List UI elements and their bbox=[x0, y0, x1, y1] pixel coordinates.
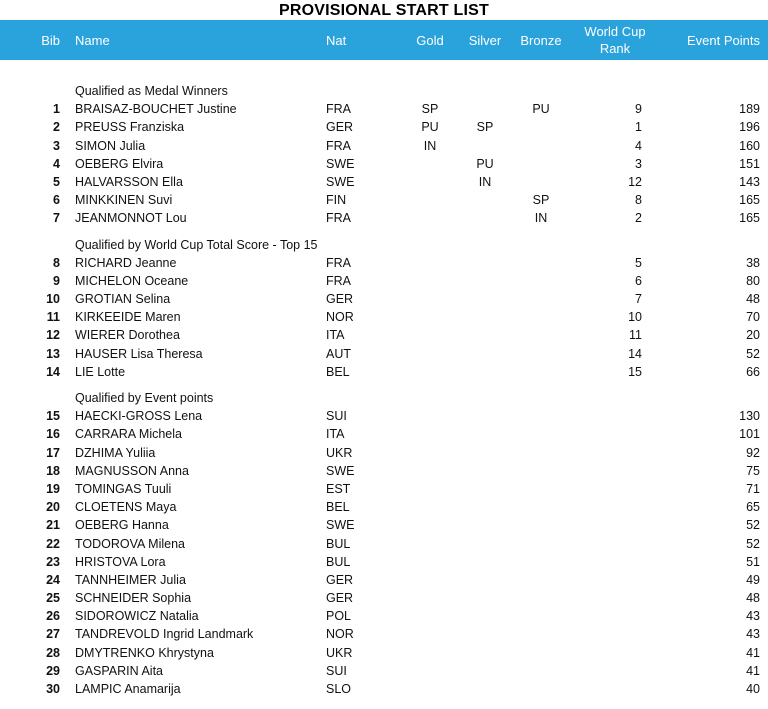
table-row bbox=[0, 589, 768, 607]
athlete-name-cell: MINKKINEN Suvi bbox=[75, 193, 173, 208]
table-row bbox=[0, 290, 768, 308]
table-row bbox=[0, 326, 768, 344]
event-points-cell: 48 bbox=[746, 591, 760, 606]
table-row bbox=[0, 254, 768, 272]
event-points-cell: 38 bbox=[746, 255, 760, 270]
column-header-nat: Nat bbox=[326, 32, 347, 48]
table-row bbox=[0, 444, 768, 462]
section-label: Qualified by World Cup Total Score - Top 15 bbox=[75, 237, 318, 252]
gold-cell: PU bbox=[421, 120, 439, 135]
bib-cell: 1 bbox=[53, 102, 60, 117]
table-header bbox=[0, 20, 768, 60]
nation-cell: GER bbox=[326, 120, 354, 135]
athlete-name-cell: DMYTRENKO Khrystyna bbox=[75, 645, 214, 660]
table-row bbox=[0, 498, 768, 516]
silver-cell: SP bbox=[476, 120, 494, 135]
world-cup-rank-cell: 6 bbox=[635, 273, 642, 288]
event-points-cell: 51 bbox=[746, 554, 760, 569]
section-spacer bbox=[0, 381, 768, 389]
section-label: Qualified by Event points bbox=[75, 391, 214, 405]
athlete-name-cell: DZHIMA Yuliia bbox=[75, 445, 156, 460]
athlete-name-cell: SIMON Julia bbox=[75, 138, 146, 153]
nation-cell: GER bbox=[326, 591, 354, 606]
table-row bbox=[0, 272, 768, 290]
event-points-cell: 189 bbox=[739, 102, 760, 117]
table-row bbox=[0, 535, 768, 553]
column-header-rank-line2: Rank bbox=[599, 41, 631, 56]
world-cup-rank-cell: 8 bbox=[635, 193, 642, 208]
world-cup-rank-cell: 7 bbox=[635, 292, 642, 307]
event-points-cell: 40 bbox=[746, 682, 760, 696]
bib-cell: 25 bbox=[46, 591, 60, 606]
bib-cell: 10 bbox=[46, 292, 60, 307]
table-row bbox=[0, 137, 768, 155]
bib-cell: 21 bbox=[46, 518, 60, 533]
athlete-name-cell: HAECKI-GROSS Lena bbox=[75, 409, 203, 424]
table-row bbox=[0, 118, 768, 136]
bib-cell: 27 bbox=[46, 627, 60, 642]
bib-cell: 8 bbox=[53, 255, 60, 270]
section-label: Qualified as Medal Winners bbox=[75, 84, 228, 98]
bib-cell: 24 bbox=[46, 572, 60, 587]
nation-cell: NOR bbox=[326, 627, 354, 642]
bib-cell: 26 bbox=[46, 609, 60, 624]
column-header-world-cup-rank bbox=[572, 20, 658, 60]
event-points-cell: 80 bbox=[746, 273, 760, 288]
bronze-cell: PU bbox=[532, 102, 550, 117]
event-points-cell: 65 bbox=[746, 500, 760, 515]
world-cup-rank-cell: 1 bbox=[635, 120, 642, 135]
event-points-cell: 52 bbox=[746, 346, 760, 361]
athlete-name-cell: WIERER Dorothea bbox=[75, 328, 180, 343]
event-points-cell: 70 bbox=[746, 310, 760, 325]
nation-cell: GER bbox=[326, 572, 354, 587]
athlete-name-cell: GROTIAN Selina bbox=[75, 292, 171, 307]
silver-cell: IN bbox=[478, 174, 492, 189]
table-row bbox=[0, 173, 768, 191]
world-cup-rank-cell: 5 bbox=[635, 255, 642, 270]
bib-cell: 5 bbox=[53, 174, 60, 189]
event-points-cell: 71 bbox=[746, 481, 760, 496]
nation-cell: FRA bbox=[326, 102, 351, 117]
column-header-gold: Gold bbox=[416, 32, 444, 48]
table-row bbox=[0, 625, 768, 643]
event-points-cell: 41 bbox=[746, 663, 760, 678]
nation-cell: BEL bbox=[326, 500, 350, 515]
bib-cell: 23 bbox=[46, 554, 60, 569]
event-points-cell: 75 bbox=[746, 463, 760, 478]
section-spacer bbox=[0, 228, 768, 236]
nation-cell: FRA bbox=[326, 273, 351, 288]
nation-cell: FRA bbox=[326, 255, 351, 270]
event-points-cell: 196 bbox=[739, 120, 760, 135]
event-points-cell: 48 bbox=[746, 292, 760, 307]
nation-cell: POL bbox=[326, 609, 352, 624]
bib-cell: 30 bbox=[46, 682, 60, 696]
bronze-cell: SP bbox=[532, 193, 550, 208]
table-row bbox=[0, 516, 768, 534]
event-points-cell: 52 bbox=[746, 518, 760, 533]
table-row bbox=[0, 553, 768, 571]
event-points-cell: 143 bbox=[739, 174, 760, 189]
bib-cell: 3 bbox=[53, 138, 60, 153]
event-points-cell: 66 bbox=[746, 364, 760, 379]
bib-cell: 2 bbox=[53, 120, 60, 135]
event-points-cell: 92 bbox=[746, 445, 760, 460]
world-cup-rank-cell: 11 bbox=[629, 328, 642, 343]
athlete-name-cell: HRISTOVA Lora bbox=[75, 554, 166, 569]
event-points-cell: 41 bbox=[746, 645, 760, 660]
bib-cell: 20 bbox=[46, 500, 60, 515]
event-points-cell: 43 bbox=[746, 627, 760, 642]
nation-cell: AUT bbox=[326, 346, 351, 361]
world-cup-rank-cell: 3 bbox=[635, 156, 642, 171]
event-points-cell: 52 bbox=[746, 536, 760, 551]
table-row bbox=[0, 407, 768, 425]
table-row bbox=[0, 462, 768, 480]
athlete-name-cell: TANNHEIMER Julia bbox=[75, 572, 186, 587]
start-list bbox=[0, 82, 768, 698]
table-row bbox=[0, 191, 768, 209]
athlete-name-cell: LIE Lotte bbox=[75, 364, 126, 379]
athlete-name-cell: RICHARD Jeanne bbox=[75, 255, 177, 270]
event-points-cell: 165 bbox=[739, 193, 760, 208]
bib-cell: 14 bbox=[46, 364, 60, 379]
table-row bbox=[0, 363, 768, 381]
bronze-cell: IN bbox=[534, 211, 548, 226]
table-row bbox=[0, 607, 768, 625]
nation-cell: EST bbox=[326, 481, 351, 496]
athlete-name-cell: KIRKEEIDE Maren bbox=[75, 310, 181, 325]
athlete-name-cell: CLOETENS Maya bbox=[75, 500, 177, 515]
event-points-cell: 160 bbox=[739, 138, 760, 153]
table-row bbox=[0, 100, 768, 118]
column-header-bib: Bib bbox=[41, 32, 60, 48]
nation-cell: SWE bbox=[326, 518, 355, 533]
athlete-name-cell: OEBERG Hanna bbox=[75, 518, 169, 533]
column-header-silver: Silver bbox=[468, 32, 502, 48]
event-points-cell: 151 bbox=[739, 156, 760, 171]
bib-cell: 9 bbox=[53, 273, 60, 288]
event-points-cell: 49 bbox=[746, 572, 760, 587]
nation-cell: NOR bbox=[326, 310, 354, 325]
nation-cell: SWE bbox=[326, 156, 355, 171]
bib-cell: 18 bbox=[46, 463, 60, 478]
athlete-name-cell: OEBERG Elvira bbox=[75, 156, 164, 171]
athlete-name-cell: MICHELON Oceane bbox=[75, 273, 189, 288]
gold-cell: SP bbox=[421, 102, 439, 117]
page-title: PROVISIONAL START LIST bbox=[278, 2, 490, 19]
table-row bbox=[0, 644, 768, 662]
column-header-bronze: Bronze bbox=[520, 32, 562, 48]
world-cup-rank-cell: 15 bbox=[628, 364, 642, 379]
gold-cell: IN bbox=[423, 138, 437, 153]
athlete-name-cell: HALVARSSON Ella bbox=[75, 174, 183, 189]
athlete-name-cell: HAUSER Lisa Theresa bbox=[75, 346, 203, 361]
silver-cell: PU bbox=[476, 156, 494, 171]
athlete-name-cell: GASPARIN Aita bbox=[75, 663, 163, 678]
table-row bbox=[0, 308, 768, 326]
athlete-name-cell: MAGNUSSON Anna bbox=[75, 463, 189, 478]
nation-cell: UKR bbox=[326, 445, 353, 460]
column-header-event-points: Event Points bbox=[687, 32, 760, 48]
bib-cell: 4 bbox=[53, 156, 60, 171]
nation-cell: FIN bbox=[326, 193, 347, 208]
athlete-name-cell: TOMINGAS Tuuli bbox=[75, 481, 172, 496]
athlete-name-cell: SIDOROWICZ Natalia bbox=[75, 609, 199, 624]
bib-cell: 28 bbox=[46, 645, 60, 660]
nation-cell: BUL bbox=[326, 554, 351, 569]
athlete-name-cell: BRAISAZ-BOUCHET Justine bbox=[75, 102, 237, 117]
nation-cell: SWE bbox=[326, 174, 355, 189]
table-row bbox=[0, 425, 768, 443]
world-cup-rank-cell: 10 bbox=[628, 310, 642, 325]
bib-cell: 29 bbox=[46, 663, 60, 678]
nation-cell: FRA bbox=[326, 138, 351, 153]
world-cup-rank-cell: 14 bbox=[628, 346, 642, 361]
athlete-name-cell: PREUSS Franziska bbox=[75, 120, 185, 135]
table-row bbox=[0, 209, 768, 227]
table-row bbox=[0, 155, 768, 173]
bib-cell: 13 bbox=[46, 346, 60, 361]
event-points-cell: 101 bbox=[739, 427, 760, 442]
world-cup-rank-cell: 4 bbox=[635, 138, 642, 153]
world-cup-rank-cell: 9 bbox=[635, 102, 642, 117]
athlete-name-cell: TANDREVOLD Ingrid Landmark bbox=[75, 627, 254, 642]
table-row bbox=[0, 571, 768, 589]
event-points-cell: 130 bbox=[739, 409, 760, 424]
nation-cell: UKR bbox=[326, 645, 353, 660]
nation-cell: SWE bbox=[326, 463, 355, 478]
nation-cell: ITA bbox=[326, 427, 345, 442]
bib-cell: 15 bbox=[46, 409, 60, 424]
table-row bbox=[0, 662, 768, 680]
athlete-name-cell: SCHNEIDER Sophia bbox=[75, 591, 192, 606]
nation-cell: BEL bbox=[326, 364, 350, 379]
bib-cell: 17 bbox=[46, 445, 60, 460]
table-row bbox=[0, 680, 768, 698]
nation-cell: SLO bbox=[326, 682, 352, 696]
bib-cell: 7 bbox=[53, 211, 60, 226]
nation-cell: BUL bbox=[326, 536, 351, 551]
bib-cell: 19 bbox=[46, 481, 60, 496]
athlete-name-cell: CARRARA Michela bbox=[75, 427, 182, 442]
athlete-name-cell: JEANMONNOT Lou bbox=[75, 211, 187, 226]
event-points-cell: 165 bbox=[739, 211, 760, 226]
nation-cell: GER bbox=[326, 292, 354, 307]
bib-cell: 16 bbox=[46, 427, 60, 442]
column-header-rank-line1: World Cup bbox=[584, 24, 646, 39]
nation-cell: FRA bbox=[326, 211, 351, 226]
world-cup-rank-cell: 12 bbox=[628, 174, 642, 189]
event-points-cell: 43 bbox=[746, 609, 760, 624]
bib-cell: 22 bbox=[46, 536, 60, 551]
athlete-name-cell: LAMPIC Anamarija bbox=[75, 682, 181, 696]
nation-cell: SUI bbox=[326, 409, 347, 424]
bib-cell: 11 bbox=[46, 310, 60, 325]
bib-cell: 12 bbox=[46, 328, 60, 343]
athlete-name-cell: TODOROVA Milena bbox=[75, 536, 185, 551]
column-header-name: Name bbox=[75, 32, 110, 48]
bib-cell: 6 bbox=[53, 193, 60, 208]
nation-cell: ITA bbox=[326, 328, 345, 343]
event-points-cell: 20 bbox=[746, 328, 760, 343]
world-cup-rank-cell: 2 bbox=[635, 211, 642, 226]
table-row bbox=[0, 345, 768, 363]
nation-cell: SUI bbox=[326, 663, 347, 678]
table-row bbox=[0, 480, 768, 498]
